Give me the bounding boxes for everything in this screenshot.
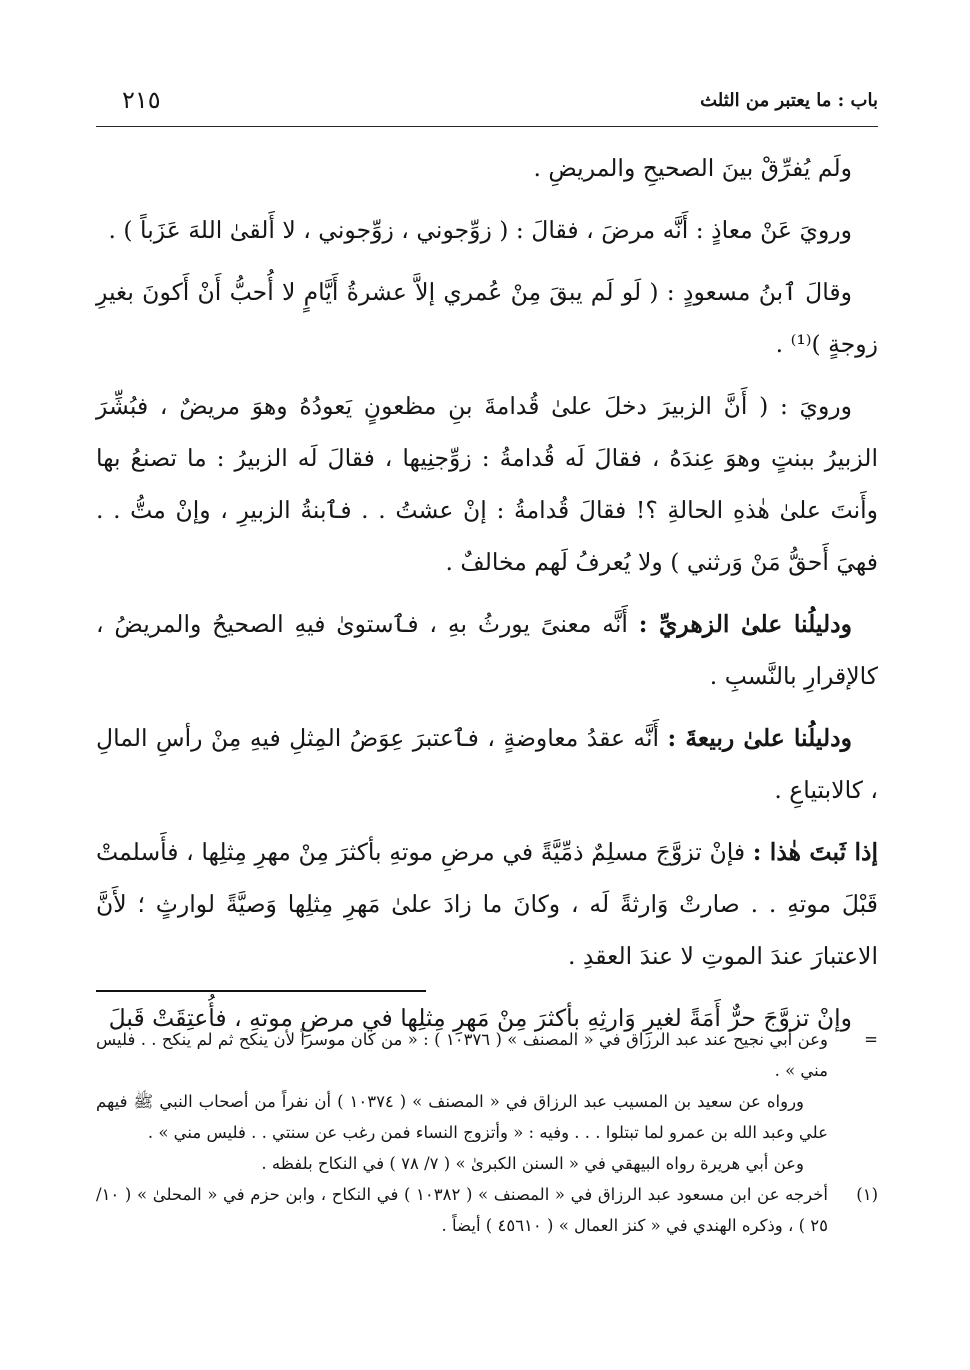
paragraph: ورويَ عَنْ معاذٍ : أَنَّه مرضَ ، فقالَ : ( زوِّجوني ، زوِّجوني ، لا أَلقىٰ اللهَ عَزَباً ) . [108, 216, 852, 244]
paragraph-lead: ودليلُنا علىٰ الزهريِّ : [638, 610, 852, 638]
paragraph-body: فإنْ تزوَّجَ مسلِمٌ ذمِّيَّةً في مرضِ موتهِ بأكثرَ مِنْ مهرِ مِثلِها ، فأَسلمتْ قَبْلَ موتهِ . . صارتْ وَارثةً لَه ، وكانَ ما زادَ علىٰ مَهرِ مِثلِها وَصيَّةً لوارثٍ ؛ لأَنَّ الاعتبارَ عندَ الموتِ لا عندَ العقدِ . [96, 838, 878, 970]
footnote-text: أخرجه عن ابن مسعود عبد الرزاق في « المصنف » ( ١٠٣٨٢ ) في النكاح ، وابن حزم في « المحلىٰ » ( ١٠/ ٢٥ ) ، وذكره الهندي في « كنز العمال » ( ٤٥٦١٠ ) أيضاً . [96, 1185, 828, 1235]
footnote-1 [96, 1179, 878, 1241]
footnote-number: (١) [856, 1185, 878, 1204]
main-text [96, 142, 878, 1054]
footnote-separator [96, 990, 426, 992]
page-number: ٢١٥ [122, 86, 161, 114]
footnote-text: وعن أبي هريرة رواه البيهقي في « السنن الكبرىٰ » ( ٧/ ٧٨ ) في النكاح بلفظه . [261, 1154, 804, 1173]
paragraph: وإنْ تزوَّجَ حرٌّ أَمَةً لغيرِ وَارثِهِ بأكثرَ مِنْ مَهرِ مِثلِها في مرضِ موتهِ ، فأُعتِقَتْ قَبلَ [108, 1004, 852, 1032]
paragraph [96, 598, 878, 702]
paragraph: ورويَ : ( أَنَّ الزبيرَ دخلَ علىٰ قُدامةَ بنِ مظعونٍ يَعودُهُ وهوَ مريضٌ ، فبُشِّرَ الزبيرُ ببنتٍ وهوَ عِندَهُ ، فقالَ لَه قُدامةُ : زوِّجنِيها ، فقالَ لَه الزبيرُ : ما تصنعُ بها وأَنتَ علىٰ هٰذهِ الحالةِ ؟! فقالَ قُدامةُ : إنْ عشتُ . . فٱبنةُ الزبيرِ ، وإنْ متُّ . . فهيَ أَحقُّ مَنْ وَرثني ) ولا يُعرفُ لَهم مخالفٌ . [96, 392, 878, 576]
footnote-line [96, 1148, 878, 1179]
footnote-text: ورواه عن سعيد بن المسيب عبد الرزاق في « المصنف » ( ١٠٣٧٤ ) أن نفراً من أصحاب النبي ﷺ فيهم علي وعبد الله بن عمرو لما تبتلوا . . . وفيه : « وأتزوج النساء فمن رغب عن سنتي . . فليس مني » . [96, 1092, 828, 1142]
paragraph: وقالَ ٱبنُ مسعودٍ : ( لَو لَم يبقَ مِنْ عُمري إلاَّ عشرةُ أَيَّامٍ لا أُحبُّ أَنْ أَكونَ بغيرِ زوجةٍ )⁽¹⁾ . [96, 278, 878, 358]
paragraph-body: أَنَّه عقدُ معاوضةٍ ، فٱعتبرَ عِوَضُ المِثلِ فيهِ مِنْ رأسِ المالِ ، كالابتياعِ . [96, 724, 878, 804]
paragraph-lead: إذا ثَبتَ هٰذا : [752, 838, 878, 866]
footnote-text: وعن أبي نجيح عند عبد الرزاق في « المصنف » ( ١٠٣٧٦ ) : « من كان موسراً لأن ينكح ثم لم ينكح . . فليس مني » . [96, 1030, 828, 1080]
footnote-line [96, 1086, 878, 1148]
paragraph [96, 712, 878, 816]
footnote-continued-mark: = [864, 1030, 878, 1049]
paragraph-lead: ودليلُنا علىٰ ربيعةَ : [667, 724, 852, 752]
page-header [96, 86, 878, 127]
footnotes [96, 1024, 878, 1241]
paragraph: ولَم يُفرِّقْ بينَ الصحيحِ والمريضِ . [533, 154, 852, 182]
paragraph [96, 826, 878, 982]
running-title: باب : ما يعتبر من الثلث [700, 90, 878, 111]
footnote-continued [96, 1024, 878, 1086]
paragraph-body: أَنَّه معنىً يورثُ بهِ ، فٱستوىٰ فيهِ الصحيحُ والمريضُ ، كالإقرارِ بالنَّسبِ . [96, 610, 878, 690]
